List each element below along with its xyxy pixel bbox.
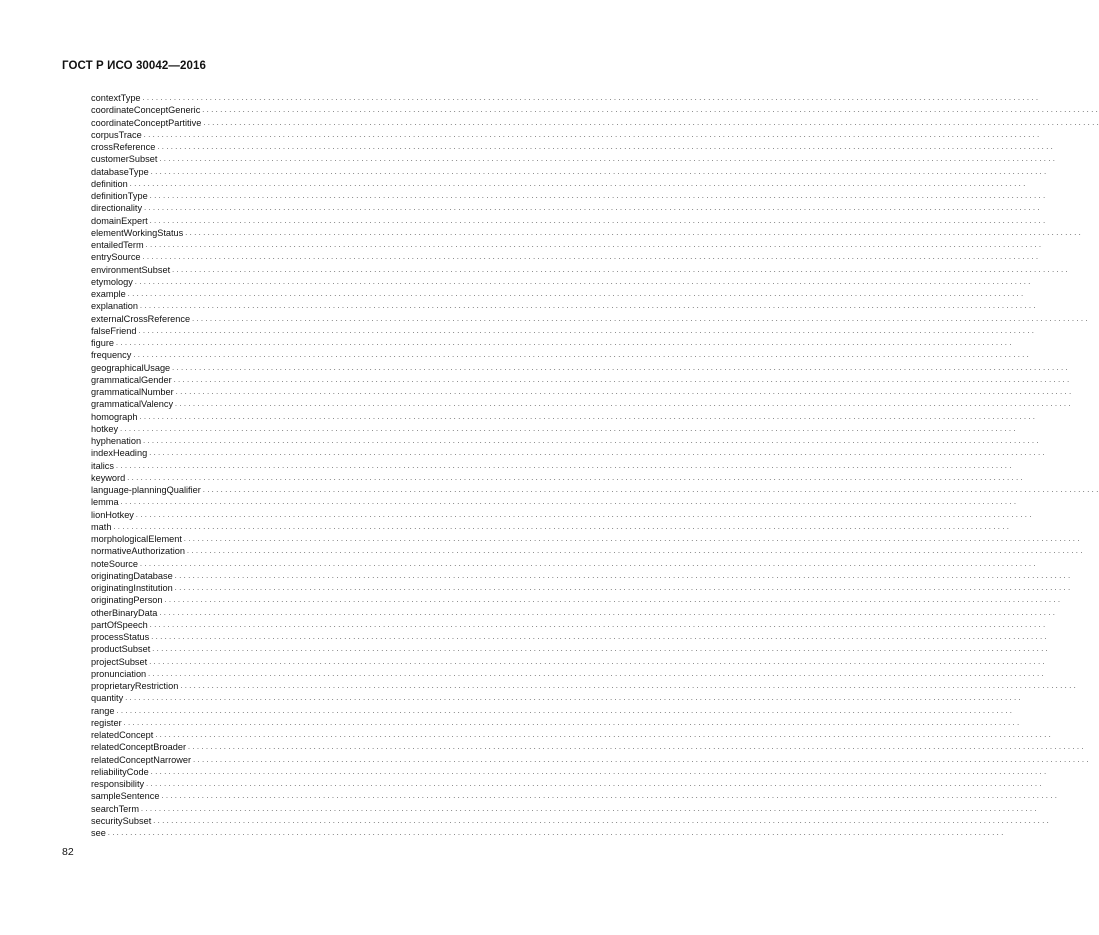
index-entry [91,656,1045,668]
index-term: relatedConceptNarrower [91,754,192,765]
index-term: environmentSubset [91,264,171,275]
index-term: relatedConcept [91,730,154,740]
dot-leader: . . . . . . . . . . . . . . . . . . . . . . . . . . . . . . . . . . . . . . . . . . . . . . . . . . . . . . . . . . . . . . . . . . . . . . . . . . . . . . . . . . . . . . . . . . . . . . . . . . . . . . . . . . . . . . . . . . . . . . . . . . . . . . . . . . . . . . . . . . . . . . . . . . . . . . . . . . . . . . . . . . . . . . . . . . . . . . . . . . . . . . . . . . . . . . . . . . . . . . . . [188,744,1084,752]
dot-leader: . . . . . . . . . . . . . . . . . . . . . . . . . . . . . . . . . . . . . . . . . . . . . . . . . . . . . . . . . . . . . . . . . . . . . . . . . . . . . . . . . . . . . . . . . . . . . . . . . . . . . . . . . . . . . . . . . . . . . . . . . . . . . . . . . . . . . . . . . . . . . . . . . . . . . . . . . . . . . . . . . . . . . . . . . . . . . . . . . . . . . . . . . . . . . . . . . . . . . . . . [172,364,1068,372]
dot-leader: . . . . . . . . . . . . . . . . . . . . . . . . . . . . . . . . . . . . . . . . . . . . . . . . . . . . . . . . . . . . . . . . . . . . . . . . . . . . . . . . . . . . . . . . . . . . . . . . . . . . . . . . . . . . . . . . . . . . . . . . . . . . . . . . . . . . . . . . . . . . . . . . . . . . . . . . . . . . . . . . . . . . . . . . . . . . . . . . . . . . . . . . . . . . . . . . . . . . . . . . [145,242,1042,249]
index-entry [91,398,1071,410]
dot-leader: . . . . . . . . . . . . . . . . . . . . . . . . . . . . . . . . . . . . . . . . . . . . . . . . . . . . . . . . . . . . . . . . . . . . . . . . . . . . . . . . . . . . . . . . . . . . . . . . . . . . . . . . . . . . . . . . . . . . . . . . . . . . . . . . . . . . . . . . . . . . . . . . . . . . . . . . . . . . . . . . . . . . . . . . . . . . . . . . . . . . . . . . . . . . . . . . . . . . . . . . [139,413,1036,421]
index-entry [91,264,1068,276]
index-term: homograph [91,411,138,422]
dot-leader: . . . . . . . . . . . . . . . . . . . . . . . . . . . . . . . . . . . . . . . . . . . . . . . . . . . . . . . . . . . . . . . . . . . . . . . . . . . . . . . . . . . . . . . . . . . . . . . . . . . . . . . . . . . . . . . . . . . . . . . . . . . . . . . . . . . . . . . . . . . . . . . . . . . . . . . . . . . . . . . . . . . . . . . . . . . . . . . . . . . . . . . . . . . . . . . . . . . . . . . . [113,523,1010,531]
index-entry [91,325,1035,337]
index-entry [91,509,1032,521]
index-term: range [91,705,115,716]
dot-leader: . . . . . . . . . . . . . . . . . . . . . . . . . . . . . . . . . . . . . . . . . . . . . . . . . . . . . . . . . . . . . . . . . . . . . . . . . . . . . . . . . . . . . . . . . . . . . . . . . . . . . . . . . . . . . . . . . . . . . . . . . . . . . . . . . . . . . . . . . . . . . . . . . . . . . . . . . . . . . . . . . . . . . . . . . . . . . . . . . . . . . . . . . . . . . . . . . . . . . . . . [142,254,1039,262]
index-term: lionHotkey [91,509,134,520]
index-term: falseFriend [91,325,137,336]
index-term: coordinateConceptGeneric [91,105,201,116]
index-entry [91,288,1024,300]
index-term: originatingInstitution [91,583,173,593]
index-term: normativeAuthorization [91,546,185,557]
dot-leader: . . . . . . . . . . . . . . . . . . . . . . . . . . . . . . . . . . . . . . . . . . . . . . . . . . . . . . . . . . . . . . . . . . . . . . . . . . . . . . . . . . . . . . . . . . . . . . . . . . . . . . . . . . . . . . . . . . . . . . . . . . . . . . . . . . . . . . . . . . . . . . . . . . . . . . . . . . . . . . . . . . . . . . . . . . . . . . . . . . . . . . . . . . . . . . . . . . . . . . . . [144,205,1040,213]
index-term: example [91,289,126,299]
dot-leader: . . . . . . . . . . . . . . . . . . . . . . . . . . . . . . . . . . . . . . . . . . . . . . . . . . . . . . . . . . . . . . . . . . . . . . . . . . . . . . . . . . . . . . . . . . . . . . . . . . . . . . . . . . . . . . . . . . . . . . . . . . . . . . . . . . . . . . . . . . . . . . . . . . . . . . . . . . . . . . . . . . . . . . . . . . . . . . . . . . . . . . . . . . . . . . . . . . . . . . . . [161,793,1058,801]
index-entry [91,374,1070,386]
dot-leader: . . . . . . . . . . . . . . . . . . . . . . . . . . . . . . . . . . . . . . . . . . . . . . . . . . . . . . . . . . . . . . . . . . . . . . . . . . . . . . . . . . . . . . . . . . . . . . . . . . . . . . . . . . . . . . . . . . . . . . . . . . . . . . . . . . . . . . . . . . . . . . . . . . . . . . . . . . . . . . . . . . . . . . . . . . . . . . . . . . . . . . . . . . . . . . . . . . . . . . . . [149,217,1046,225]
index-term: searchTerm [91,803,139,814]
index-entry [91,141,1054,153]
index-term: hyphenation [91,436,142,446]
dot-leader: . . . . . . . . . . . . . . . . . . . . . . . . . . . . . . . . . . . . . . . . . . . . . . . . . . . . . . . . . . . . . . . . . . . . . . . . . . . . . . . . . . . . . . . . . . . . . . . . . . . . . . . . . . . . . . . . . . . . . . . . . . . . . . . . . . . . . . . . . . . . . . . . . . . . . . . . . . . . . . . . . . . . . . . . . . . . . . . . . . . . . . . . . . . . . . . . . . . . . . . . [185,229,1081,237]
index-entry [91,300,1036,312]
index-term: etymology [91,276,133,287]
index-term: domainExpert [91,215,148,226]
dot-leader: . . . . . . . . . . . . . . . . . . . . . . . . . . . . . . . . . . . . . . . . . . . . . . . . . . . . . . . . . . . . . . . . . . . . . . . . . . . . . . . . . . . . . . . . . . . . . . . . . . . . . . . . . . . . . . . . . . . . . . . . . . . . . . . . . . . . . . . . . . . . . . . . . . . . . . . . . . . . . . . . . . . . . . . . . . . . . . . . . . . . . . . . . . . . . . . . . . . . . . . . [150,768,1047,776]
dot-leader: . . . . . . . . . . . . . . . . . . . . . . . . . . . . . . . . . . . . . . . . . . . . . . . . . . . . . . . . . . . . . . . . . . . . . . . . . . . . . . . . . . . . . . . . . . . . . . . . . . . . . . . . . . . . . . . . . . . . . . . . . . . . . . . . . . . . . . . . . . . . . . . . . . . . . . . . . . . . . . . . . . . . . . . . . . . . . . . . . . . . . . . . . . . . . . . . . . . . . . . . [203,119,1099,127]
dot-leader: . . . . . . . . . . . . . . . . . . . . . . . . . . . . . . . . . . . . . . . . . . . . . . . . . . . . . . . . . . . . . . . . . . . . . . . . . . . . . . . . . . . . . . . . . . . . . . . . . . . . . . . . . . . . . . . . . . . . . . . . . . . . . . . . . . . . . . . . . . . . . . . . . . . . . . . . . . . . . . . . . . . . . . . . . . . . . . . . . . . . . . . . . . . . . . . . . . . . . . . . [127,291,1024,298]
index-term: customerSubset [91,154,158,165]
index-term: proprietaryRestriction [91,681,179,691]
index-term: frequency [91,350,132,361]
index-term: italics [91,460,114,471]
index-entry [91,337,1012,349]
index-entry [91,190,1046,202]
dot-leader: . . . . . . . . . . . . . . . . . . . . . . . . . . . . . . . . . . . . . . . . . . . . . . . . . . . . . . . . . . . . . . . . . . . . . . . . . . . . . . . . . . . . . . . . . . . . . . . . . . . . . . . . . . . . . . . . . . . . . . . . . . . . . . . . . . . . . . . . . . . . . . . . . . . . . . . . . . . . . . . . . . . . . . . . . . . . . . . . . . . . . . . . . . . . . . . . . . . . . . . . [149,621,1046,629]
index-entry [91,129,1040,141]
index-entry [91,215,1046,227]
dot-leader: . . . . . . . . . . . . . . . . . . . . . . . . . . . . . . . . . . . . . . . . . . . . . . . . . . . . . . . . . . . . . . . . . . . . . . . . . . . . . . . . . . . . . . . . . . . . . . . . . . . . . . . . . . . . . . . . . . . . . . . . . . . . . . . . . . . . . . . . . . . . . . . . . . . . . . . . . . . . . . . . . . . . . . . . . . . . . . . . . . . . . . . . . . . . . . . . . . . . . . . . [149,193,1046,200]
dot-leader: . . . . . . . . . . . . . . . . . . . . . . . . . . . . . . . . . . . . . . . . . . . . . . . . . . . . . . . . . . . . . . . . . . . . . . . . . . . . . . . . . . . . . . . . . . . . . . . . . . . . . . . . . . . . . . . . . . . . . . . . . . . . . . . . . . . . . . . . . . . . . . . . . . . . . . . . . . . . . . . . . . . . . . . . . . . . . . . . . . . . . . . . . . . . . . . . . . . . . . . . [159,609,1056,617]
index-term: reliabilityCode [91,766,149,777]
index-entry [91,423,1016,435]
dot-leader: . . . . . . . . . . . . . . . . . . . . . . . . . . . . . . . . . . . . . . . . . . . . . . . . . . . . . . . . . . . . . . . . . . . . . . . . . . . . . . . . . . . . . . . . . . . . . . . . . . . . . . . . . . . . . . . . . . . . . . . . . . . . . . . . . . . . . . . . . . . . . . . . . . . . . . . . . . . . . . . . . . . . . . . . . . . . . . . . . . . . . . . . . . . . . . . . . . . . . . . . [115,340,1012,347]
index-term: geographicalUsage [91,362,171,373]
index-entry [91,619,1046,631]
index-entry [91,790,1058,802]
dot-leader: . . . . . . . . . . . . . . . . . . . . . . . . . . . . . . . . . . . . . . . . . . . . . . . . . . . . . . . . . . . . . . . . . . . . . . . . . . . . . . . . . . . . . . . . . . . . . . . . . . . . . . . . . . . . . . . . . . . . . . . . . . . . . . . . . . . . . . . . . . . . . . . . . . . . . . . . . . . . . . . . . . . . . . . . . . . . . . . . . . . . . . . . . . . . . . . . . . . . . . . . [172,266,1068,274]
index-term: register [91,717,122,728]
dot-leader: . . . . . . . . . . . . . . . . . . . . . . . . . . . . . . . . . . . . . . . . . . . . . . . . . . . . . . . . . . . . . . . . . . . . . . . . . . . . . . . . . . . . . . . . . . . . . . . . . . . . . . . . . . . . . . . . . . . . . . . . . . . . . . . . . . . . . . . . . . . . . . . . . . . . . . . . . . . . . . . . . . . . . . . . . . . . . . . . . . . . . . . . . . . . . . . . . . . . . . . . [146,781,1042,788]
dot-leader: . . . . . . . . . . . . . . . . . . . . . . . . . . . . . . . . . . . . . . . . . . . . . . . . . . . . . . . . . . . . . . . . . . . . . . . . . . . . . . . . . . . . . . . . . . . . . . . . . . . . . . . . . . . . . . . . . . . . . . . . . . . . . . . . . . . . . . . . . . . . . . . . . . . . . . . . . . . . . . . . . . . . . . . . . . . . . . . . . . . . . . . . . . . . . . . . . . . . . . . . [141,805,1037,813]
index-entry [91,227,1081,239]
index-entry [91,558,1036,570]
dot-leader: . . . . . . . . . . . . . . . . . . . . . . . . . . . . . . . . . . . . . . . . . . . . . . . . . . . . . . . . . . . . . . . . . . . . . . . . . . . . . . . . . . . . . . . . . . . . . . . . . . . . . . . . . . . . . . . . . . . . . . . . . . . . . . . . . . . . . . . . . . . . . . . . . . . . . . . . . . . . . . . . . . . . . . . . . . . . . . . . . . . . . . . . . . . . . . . . . . . . . . . . [183,536,1080,543]
index-term: explanation [91,301,138,312]
index-term: hotkey [91,423,119,434]
index-term: coordinateConceptPartitive [91,117,202,128]
index-term: externalCrossReference [91,313,191,324]
index-term: originatingPerson [91,595,163,606]
index-entry [91,496,1017,508]
index-entry [91,607,1056,619]
index-term: otherBinaryData [91,607,158,618]
dot-leader: . . . . . . . . . . . . . . . . . . . . . . . . . . . . . . . . . . . . . . . . . . . . . . . . . . . . . . . . . . . . . . . . . . . . . . . . . . . . . . . . . . . . . . . . . . . . . . . . . . . . . . . . . . . . . . . . . . . . . . . . . . . . . . . . . . . . . . . . . . . . . . . . . . . . . . . . . . . . . . . . . . . . . . . . . . . . . . . . . . . . . . . . . . . . . . . . . . . . . . . . [175,401,1071,409]
index-entry [91,741,1084,753]
index-entry [91,705,1013,717]
index-entry [91,313,1088,325]
dot-leader: . . . . . . . . . . . . . . . . . . . . . . . . . . . . . . . . . . . . . . . . . . . . . . . . . . . . . . . . . . . . . . . . . . . . . . . . . . . . . . . . . . . . . . . . . . . . . . . . . . . . . . . . . . . . . . . . . . . . . . . . . . . . . . . . . . . . . . . . . . . . . . . . . . . . . . . . . . . . . . . . . . . . . . . . . . . . . . . . . . . . . . . . . . . . . . . . . . . . . . . . [129,180,1026,188]
index-term: partOfSpeech [91,619,148,630]
page-header-title: ГОСТ Р ИСО 30042—2016 [62,60,207,72]
index-term: entrySource [91,252,141,263]
dot-leader: . . . . . . . . . . . . . . . . . . . . . . . . . . . . . . . . . . . . . . . . . . . . . . . . . . . . . . . . . . . . . . . . . . . . . . . . . . . . . . . . . . . . . . . . . . . . . . . . . . . . . . . . . . . . . . . . . . . . . . . . . . . . . . . . . . . . . . . . . . . . . . . . . . . . . . . . . . . . . . . . . . . . . . . . . . . . . . . . . . . . . . . . . . . . . . . . . . . . . . . . [150,168,1047,176]
index-entry [91,117,1099,129]
dot-leader: . . . . . . . . . . . . . . . . . . . . . . . . . . . . . . . . . . . . . . . . . . . . . . . . . . . . . . . . . . . . . . . . . . . . . . . . . . . . . . . . . . . . . . . . . . . . . . . . . . . . . . . . . . . . . . . . . . . . . . . . . . . . . . . . . . . . . . . . . . . . . . . . . . . . . . . . . . . . . . . . . . . . . . . . . . . . . . . . . . . . . . . . . . . . . . . . . . . . . . . . [151,634,1047,641]
dot-leader: . . . . . . . . . . . . . . . . . . . . . . . . . . . . . . . . . . . . . . . . . . . . . . . . . . . . . . . . . . . . . . . . . . . . . . . . . . . . . . . . . . . . . . . . . . . . . . . . . . . . . . . . . . . . . . . . . . . . . . . . . . . . . . . . . . . . . . . . . . . . . . . . . . . . . . . . . . . . . . . . . . . . . . . . . . . . . . . . . . . . . . . . . . . . . . . . . . . . . . . . [159,156,1056,164]
index-entry [91,92,1039,104]
index-entry [91,594,1061,606]
index-term: definitionType [91,191,148,201]
dot-leader: . . . . . . . . . . . . . . . . . . . . . . . . . . . . . . . . . . . . . . . . . . . . . . . . . . . . . . . . . . . . . . . . . . . . . . . . . . . . . . . . . . . . . . . . . . . . . . . . . . . . . . . . . . . . . . . . . . . . . . . . . . . . . . . . . . . . . . . . . . . . . . . . . . . . . . . . . . . . . . . . . . . . . . . . . . . . . . . . . . . . . . . . . . . . . . . . . . . . . . . . [140,303,1036,311]
index-entry [91,178,1026,190]
index-term: grammaticalNumber [91,387,174,397]
index-term: pronunciation [91,668,147,679]
index-entry [91,815,1049,827]
index-term: relatedConceptBroader [91,742,186,753]
index-entry [91,533,1080,545]
index-term: directionality [91,203,143,214]
index-term: productSubset [91,644,151,655]
index-entry [91,447,1045,459]
index-term: grammaticalValency [91,399,174,410]
dot-leader: . . . . . . . . . . . . . . . . . . . . . . . . . . . . . . . . . . . . . . . . . . . . . . . . . . . . . . . . . . . . . . . . . . . . . . . . . . . . . . . . . . . . . . . . . . . . . . . . . . . . . . . . . . . . . . . . . . . . . . . . . . . . . . . . . . . . . . . . . . . . . . . . . . . . . . . . . . . . . . . . . . . . . . . . . . . . . . . . . . . . . . . . . . . . . . . . . . . . . . . . [192,315,1088,323]
dot-leader: . . . . . . . . . . . . . . . . . . . . . . . . . . . . . . . . . . . . . . . . . . . . . . . . . . . . . . . . . . . . . . . . . . . . . . . . . . . . . . . . . . . . . . . . . . . . . . . . . . . . . . . . . . . . . . . . . . . . . . . . . . . . . . . . . . . . . . . . . . . . . . . . . . . . . . . . . . . . . . . . . . . . . . . . . . . . . . . . . . . . . . . . . . . . . . . . . . . . . . . . [173,376,1070,384]
dot-leader: . . . . . . . . . . . . . . . . . . . . . . . . . . . . . . . . . . . . . . . . . . . . . . . . . . . . . . . . . . . . . . . . . . . . . . . . . . . . . . . . . . . . . . . . . . . . . . . . . . . . . . . . . . . . . . . . . . . . . . . . . . . . . . . . . . . . . . . . . . . . . . . . . . . . . . . . . . . . . . . . . . . . . . . . . . . . . . . . . . . . . . . . . . . . . . . . . . . . . . . . [140,560,1036,568]
dot-leader: . . . . . . . . . . . . . . . . . . . . . . . . . . . . . . . . . . . . . . . . . . . . . . . . . . . . . . . . . . . . . . . . . . . . . . . . . . . . . . . . . . . . . . . . . . . . . . . . . . . . . . . . . . . . . . . . . . . . . . . . . . . . . . . . . . . . . . . . . . . . . . . . . . . . . . . . . . . . . . . . . . . . . . . . . . . . . . . . . . . . . . . . . . . . . . . . . . . . . . . . [180,683,1077,690]
dot-leader: . . . . . . . . . . . . . . . . . . . . . . . . . . . . . . . . . . . . . . . . . . . . . . . . . . . . . . . . . . . . . . . . . . . . . . . . . . . . . . . . . . . . . . . . . . . . . . . . . . . . . . . . . . . . . . . . . . . . . . . . . . . . . . . . . . . . . . . . . . . . . . . . . . . . . . . . . . . . . . . . . . . . . . . . . . . . . . . . . . . . . . . . . . . . . . . . . . . . . . . . [116,707,1013,715]
index-entry [91,827,1004,839]
index-term: securitySubset [91,815,152,826]
index-entry [91,411,1036,423]
dot-leader: . . . . . . . . . . . . . . . . . . . . . . . . . . . . . . . . . . . . . . . . . . . . . . . . . . . . . . . . . . . . . . . . . . . . . . . . . . . . . . . . . . . . . . . . . . . . . . . . . . . . . . . . . . . . . . . . . . . . . . . . . . . . . . . . . . . . . . . . . . . . . . . . . . . . . . . . . . . . . . . . . . . . . . . . . . . . . . . . . . . . . . . . . . . . . . . . . . . . . . . . [157,144,1054,151]
index-entry [91,484,1099,496]
index-entry [91,717,1020,729]
index-entry [91,472,1023,484]
index-entry [91,778,1042,790]
dot-leader: . . . . . . . . . . . . . . . . . . . . . . . . . . . . . . . . . . . . . . . . . . . . . . . . . . . . . . . . . . . . . . . . . . . . . . . . . . . . . . . . . . . . . . . . . . . . . . . . . . . . . . . . . . . . . . . . . . . . . . . . . . . . . . . . . . . . . . . . . . . . . . . . . . . . . . . . . . . . . . . . . . . . . . . . . . . . . . . . . . . . . . . . . . . . . . . . . . . . . . . . [138,327,1035,335]
dot-leader: . . . . . . . . . . . . . . . . . . . . . . . . . . . . . . . . . . . . . . . . . . . . . . . . . . . . . . . . . . . . . . . . . . . . . . . . . . . . . . . . . . . . . . . . . . . . . . . . . . . . . . . . . . . . . . . . . . . . . . . . . . . . . . . . . . . . . . . . . . . . . . . . . . . . . . . . . . . . . . . . . . . . . . . . . . . . . . . . . . . . . . . . . . . . . . . . . . . . . . . . [125,695,1021,703]
index-entry [91,460,1012,472]
index-term: quantity [91,693,124,704]
dot-leader: . . . . . . . . . . . . . . . . . . . . . . . . . . . . . . . . . . . . . . . . . . . . . . . . . . . . . . . . . . . . . . . . . . . . . . . . . . . . . . . . . . . . . . . . . . . . . . . . . . . . . . . . . . . . . . . . . . . . . . . . . . . . . . . . . . . . . . . . . . . . . . . . . . . . . . . . . . . . . . . . . . . . . . . . . . . . . . . . . . . . . . . . . . . . . . . . . . . . . . . . [148,670,1044,678]
index-entry [91,349,1030,361]
index-entry [91,521,1010,533]
index-entry [91,754,1089,766]
dot-leader: . . . . . . . . . . . . . . . . . . . . . . . . . . . . . . . . . . . . . . . . . . . . . . . . . . . . . . . . . . . . . . . . . . . . . . . . . . . . . . . . . . . . . . . . . . . . . . . . . . . . . . . . . . . . . . . . . . . . . . . . . . . . . . . . . . . . . . . . . . . . . . . . . . . . . . . . . . . . . . . . . . . . . . . . . . . . . . . . . . . . . . . . . . . . . . . . . . . . . . . . [120,499,1017,507]
dot-leader: . . . . . . . . . . . . . . . . . . . . . . . . . . . . . . . . . . . . . . . . . . . . . . . . . . . . . . . . . . . . . . . . . . . . . . . . . . . . . . . . . . . . . . . . . . . . . . . . . . . . . . . . . . . . . . . . . . . . . . . . . . . . . . . . . . . . . . . . . . . . . . . . . . . . . . . . . . . . . . . . . . . . . . . . . . . . . . . . . . . . . . . . . . . . . . . . . . . . . . . . [123,719,1020,727]
dot-leader: . . . . . . . . . . . . . . . . . . . . . . . . . . . . . . . . . . . . . . . . . . . . . . . . . . . . . . . . . . . . . . . . . . . . . . . . . . . . . . . . . . . . . . . . . . . . . . . . . . . . . . . . . . . . . . . . . . . . . . . . . . . . . . . . . . . . . . . . . . . . . . . . . . . . . . . . . . . . . . . . . . . . . . . . . . . . . . . . . . . . . . . . . . . . . . . . . . . . . . . . [174,572,1071,580]
index-entry [91,582,1071,594]
index-entry [91,570,1071,582]
dot-leader: . . . . . . . . . . . . . . . . . . . . . . . . . . . . . . . . . . . . . . . . . . . . . . . . . . . . . . . . . . . . . . . . . . . . . . . . . . . . . . . . . . . . . . . . . . . . . . . . . . . . . . . . . . . . . . . . . . . . . . . . . . . . . . . . . . . . . . . . . . . . . . . . . . . . . . . . . . . . . . . . . . . . . . . . . . . . . . . . . . . . . . . . . . . . . . . . . . . . . . . . [143,131,1040,139]
dot-leader: . . . . . . . . . . . . . . . . . . . . . . . . . . . . . . . . . . . . . . . . . . . . . . . . . . . . . . . . . . . . . . . . . . . . . . . . . . . . . . . . . . . . . . . . . . . . . . . . . . . . . . . . . . . . . . . . . . . . . . . . . . . . . . . . . . . . . . . . . . . . . . . . . . . . . . . . . . . . . . . . . . . . . . . . . . . . . . . . . . . . . . . . . . . . . . . . . . . . . . . . [155,732,1051,739]
index-entry [91,386,1072,398]
dot-leader: . . . . . . . . . . . . . . . . . . . . . . . . . . . . . . . . . . . . . . . . . . . . . . . . . . . . . . . . . . . . . . . . . . . . . . . . . . . . . . . . . . . . . . . . . . . . . . . . . . . . . . . . . . . . . . . . . . . . . . . . . . . . . . . . . . . . . . . . . . . . . . . . . . . . . . . . . . . . . . . . . . . . . . . . . . . . . . . . . . . . . . . . . . . . . . . . . . . . . . . . [143,438,1039,445]
index-term: contextType [91,93,141,103]
index-entry [91,251,1039,263]
index-term: morphologicalElement [91,534,182,544]
index-term: math [91,521,112,532]
index-term: noteSource [91,558,138,569]
index-entry [91,729,1051,741]
dot-leader: . . . . . . . . . . . . . . . . . . . . . . . . . . . . . . . . . . . . . . . . . . . . . . . . . . . . . . . . . . . . . . . . . . . . . . . . . . . . . . . . . . . . . . . . . . . . . . . . . . . . . . . . . . . . . . . . . . . . . . . . . . . . . . . . . . . . . . . . . . . . . . . . . . . . . . . . . . . . . . . . . . . . . . . . . . . . . . . . . . . . . . . . . . . . . . . . . . . . . . . . [164,597,1061,605]
index-term: definition [91,178,128,189]
page-number: 82 [62,846,74,858]
dot-leader: . . . . . . . . . . . . . . . . . . . . . . . . . . . . . . . . . . . . . . . . . . . . . . . . . . . . . . . . . . . . . . . . . . . . . . . . . . . . . . . . . . . . . . . . . . . . . . . . . . . . . . . . . . . . . . . . . . . . . . . . . . . . . . . . . . . . . . . . . . . . . . . . . . . . . . . . . . . . . . . . . . . . . . . . . . . . . . . . . . . . . . . . . . . . . . . . . . . . . . . . [142,95,1039,102]
index-term: figure [91,338,114,348]
index-entry [91,766,1047,778]
index-entry [91,643,1048,655]
index-entry [91,545,1083,557]
index-term: crossReference [91,142,156,152]
index-entry [91,668,1044,680]
index-term: indexHeading [91,448,148,459]
index-term: entailedTerm [91,240,144,250]
index-entry [91,276,1031,288]
index-term: see [91,828,106,838]
index-term: language-planningQualifier [91,485,201,495]
index-entry [91,362,1068,374]
dot-leader: . . . . . . . . . . . . . . . . . . . . . . . . . . . . . . . . . . . . . . . . . . . . . . . . . . . . . . . . . . . . . . . . . . . . . . . . . . . . . . . . . . . . . . . . . . . . . . . . . . . . . . . . . . . . . . . . . . . . . . . . . . . . . . . . . . . . . . . . . . . . . . . . . . . . . . . . . . . . . . . . . . . . . . . . . . . . . . . . . . . . . . . . . . . . . . . . . . . . . . . . [193,756,1089,764]
index-term: keyword [91,472,126,483]
dot-leader: . . . . . . . . . . . . . . . . . . . . . . . . . . . . . . . . . . . . . . . . . . . . . . . . . . . . . . . . . . . . . . . . . . . . . . . . . . . . . . . . . . . . . . . . . . . . . . . . . . . . . . . . . . . . . . . . . . . . . . . . . . . . . . . . . . . . . . . . . . . . . . . . . . . . . . . . . . . . . . . . . . . . . . . . . . . . . . . . . . . . . . . . . . . . . . . . . . . . . . . . [115,462,1012,470]
dot-leader: . . . . . . . . . . . . . . . . . . . . . . . . . . . . . . . . . . . . . . . . . . . . . . . . . . . . . . . . . . . . . . . . . . . . . . . . . . . . . . . . . . . . . . . . . . . . . . . . . . . . . . . . . . . . . . . . . . . . . . . . . . . . . . . . . . . . . . . . . . . . . . . . . . . . . . . . . . . . . . . . . . . . . . . . . . . . . . . . . . . . . . . . . . . . . . . . . . . . . . . . [149,658,1045,666]
index-entry [91,631,1047,643]
dot-leader: . . . . . . . . . . . . . . . . . . . . . . . . . . . . . . . . . . . . . . . . . . . . . . . . . . . . . . . . . . . . . . . . . . . . . . . . . . . . . . . . . . . . . . . . . . . . . . . . . . . . . . . . . . . . . . . . . . . . . . . . . . . . . . . . . . . . . . . . . . . . . . . . . . . . . . . . . . . . . . . . . . . . . . . . . . . . . . . . . . . . . . . . . . . . . . . . . . . . . . . . [174,585,1071,592]
index-term-list [91,92,1099,839]
index-term: lemma [91,497,119,508]
index-term: originatingDatabase [91,570,173,581]
index-entry [91,692,1021,704]
index-term: processStatus [91,632,150,642]
dot-leader: . . . . . . . . . . . . . . . . . . . . . . . . . . . . . . . . . . . . . . . . . . . . . . . . . . . . . . . . . . . . . . . . . . . . . . . . . . . . . . . . . . . . . . . . . . . . . . . . . . . . . . . . . . . . . . . . . . . . . . . . . . . . . . . . . . . . . . . . . . . . . . . . . . . . . . . . . . . . . . . . . . . . . . . . . . . . . . . . . . . . . . . . . . . . . . . . . . . . . . . . [153,817,1049,825]
index-term: databaseType [91,166,149,177]
index-entry [91,435,1039,447]
dot-leader: . . . . . . . . . . . . . . . . . . . . . . . . . . . . . . . . . . . . . . . . . . . . . . . . . . . . . . . . . . . . . . . . . . . . . . . . . . . . . . . . . . . . . . . . . . . . . . . . . . . . . . . . . . . . . . . . . . . . . . . . . . . . . . . . . . . . . . . . . . . . . . . . . . . . . . . . . . . . . . . . . . . . . . . . . . . . . . . . . . . . . . . . . . . . . . . . . . . . . . . . [127,474,1023,482]
index-term: responsibility [91,779,145,789]
index-term: grammaticalGender [91,374,172,385]
index-term: sampleSentence [91,791,160,802]
index-entry [91,153,1056,165]
index-term: elementWorkingStatus [91,227,184,238]
dot-leader: . . . . . . . . . . . . . . . . . . . . . . . . . . . . . . . . . . . . . . . . . . . . . . . . . . . . . . . . . . . . . . . . . . . . . . . . . . . . . . . . . . . . . . . . . . . . . . . . . . . . . . . . . . . . . . . . . . . . . . . . . . . . . . . . . . . . . . . . . . . . . . . . . . . . . . . . . . . . . . . . . . . . . . . . . . . . . . . . . . . . . . . . . . . . . . . . . . . . . . . . [120,425,1016,433]
index-entry [91,680,1077,692]
dot-leader: . . . . . . . . . . . . . . . . . . . . . . . . . . . . . . . . . . . . . . . . . . . . . . . . . . . . . . . . . . . . . . . . . . . . . . . . . . . . . . . . . . . . . . . . . . . . . . . . . . . . . . . . . . . . . . . . . . . . . . . . . . . . . . . . . . . . . . . . . . . . . . . . . . . . . . . . . . . . . . . . . . . . . . . . . . . . . . . . . . . . . . . . . . . . . . . . . . . . . . . . [152,646,1048,654]
index-entry [91,202,1040,214]
dot-leader: . . . . . . . . . . . . . . . . . . . . . . . . . . . . . . . . . . . . . . . . . . . . . . . . . . . . . . . . . . . . . . . . . . . . . . . . . . . . . . . . . . . . . . . . . . . . . . . . . . . . . . . . . . . . . . . . . . . . . . . . . . . . . . . . . . . . . . . . . . . . . . . . . . . . . . . . . . . . . . . . . . . . . . . . . . . . . . . . . . . . . . . . . . . . . . . . . . . . . . . . [107,830,1004,837]
dot-leader: . . . . . . . . . . . . . . . . . . . . . . . . . . . . . . . . . . . . . . . . . . . . . . . . . . . . . . . . . . . . . . . . . . . . . . . . . . . . . . . . . . . . . . . . . . . . . . . . . . . . . . . . . . . . . . . . . . . . . . . . . . . . . . . . . . . . . . . . . . . . . . . . . . . . . . . . . . . . . . . . . . . . . . . . . . . . . . . . . . . . . . . . . . . . . . . . . . . . . . . . [134,278,1031,286]
index-entry [91,166,1047,178]
dot-leader: . . . . . . . . . . . . . . . . . . . . . . . . . . . . . . . . . . . . . . . . . . . . . . . . . . . . . . . . . . . . . . . . . . . . . . . . . . . . . . . . . . . . . . . . . . . . . . . . . . . . . . . . . . . . . . . . . . . . . . . . . . . . . . . . . . . . . . . . . . . . . . . . . . . . . . . . . . . . . . . . . . . . . . . . . . . . . . . . . . . . . . . . . . . . . . . . . . . . . . . . [186,548,1083,556]
index-entry [91,104,1098,116]
dot-leader: . . . . . . . . . . . . . . . . . . . . . . . . . . . . . . . . . . . . . . . . . . . . . . . . . . . . . . . . . . . . . . . . . . . . . . . . . . . . . . . . . . . . . . . . . . . . . . . . . . . . . . . . . . . . . . . . . . . . . . . . . . . . . . . . . . . . . . . . . . . . . . . . . . . . . . . . . . . . . . . . . . . . . . . . . . . . . . . . . . . . . . . . . . . . . . . . . . . . . . . . [135,511,1032,519]
index-entry [91,239,1042,251]
index-term: corpusTrace [91,129,142,140]
dot-leader: . . . . . . . . . . . . . . . . . . . . . . . . . . . . . . . . . . . . . . . . . . . . . . . . . . . . . . . . . . . . . . . . . . . . . . . . . . . . . . . . . . . . . . . . . . . . . . . . . . . . . . . . . . . . . . . . . . . . . . . . . . . . . . . . . . . . . . . . . . . . . . . . . . . . . . . . . . . . . . . . . . . . . . . . . . . . . . . . . . . . . . . . . . . . . . . . . . . . . . . . [149,450,1045,458]
dot-leader: . . . . . . . . . . . . . . . . . . . . . . . . . . . . . . . . . . . . . . . . . . . . . . . . . . . . . . . . . . . . . . . . . . . . . . . . . . . . . . . . . . . . . . . . . . . . . . . . . . . . . . . . . . . . . . . . . . . . . . . . . . . . . . . . . . . . . . . . . . . . . . . . . . . . . . . . . . . . . . . . . . . . . . . . . . . . . . . . . . . . . . . . . . . . . . . . . . . . . . . . [202,107,1098,115]
dot-leader: . . . . . . . . . . . . . . . . . . . . . . . . . . . . . . . . . . . . . . . . . . . . . . . . . . . . . . . . . . . . . . . . . . . . . . . . . . . . . . . . . . . . . . . . . . . . . . . . . . . . . . . . . . . . . . . . . . . . . . . . . . . . . . . . . . . . . . . . . . . . . . . . . . . . . . . . . . . . . . . . . . . . . . . . . . . . . . . . . . . . . . . . . . . . . . . . . . . . . . . . [202,487,1099,494]
dot-leader: . . . . . . . . . . . . . . . . . . . . . . . . . . . . . . . . . . . . . . . . . . . . . . . . . . . . . . . . . . . . . . . . . . . . . . . . . . . . . . . . . . . . . . . . . . . . . . . . . . . . . . . . . . . . . . . . . . . . . . . . . . . . . . . . . . . . . . . . . . . . . . . . . . . . . . . . . . . . . . . . . . . . . . . . . . . . . . . . . . . . . . . . . . . . . . . . . . . . . . . . [175,389,1072,396]
index-term: projectSubset [91,656,148,667]
index-entry [91,803,1037,815]
dot-leader: . . . . . . . . . . . . . . . . . . . . . . . . . . . . . . . . . . . . . . . . . . . . . . . . . . . . . . . . . . . . . . . . . . . . . . . . . . . . . . . . . . . . . . . . . . . . . . . . . . . . . . . . . . . . . . . . . . . . . . . . . . . . . . . . . . . . . . . . . . . . . . . . . . . . . . . . . . . . . . . . . . . . . . . . . . . . . . . . . . . . . . . . . . . . . . . . . . . . . . . . [133,352,1030,360]
